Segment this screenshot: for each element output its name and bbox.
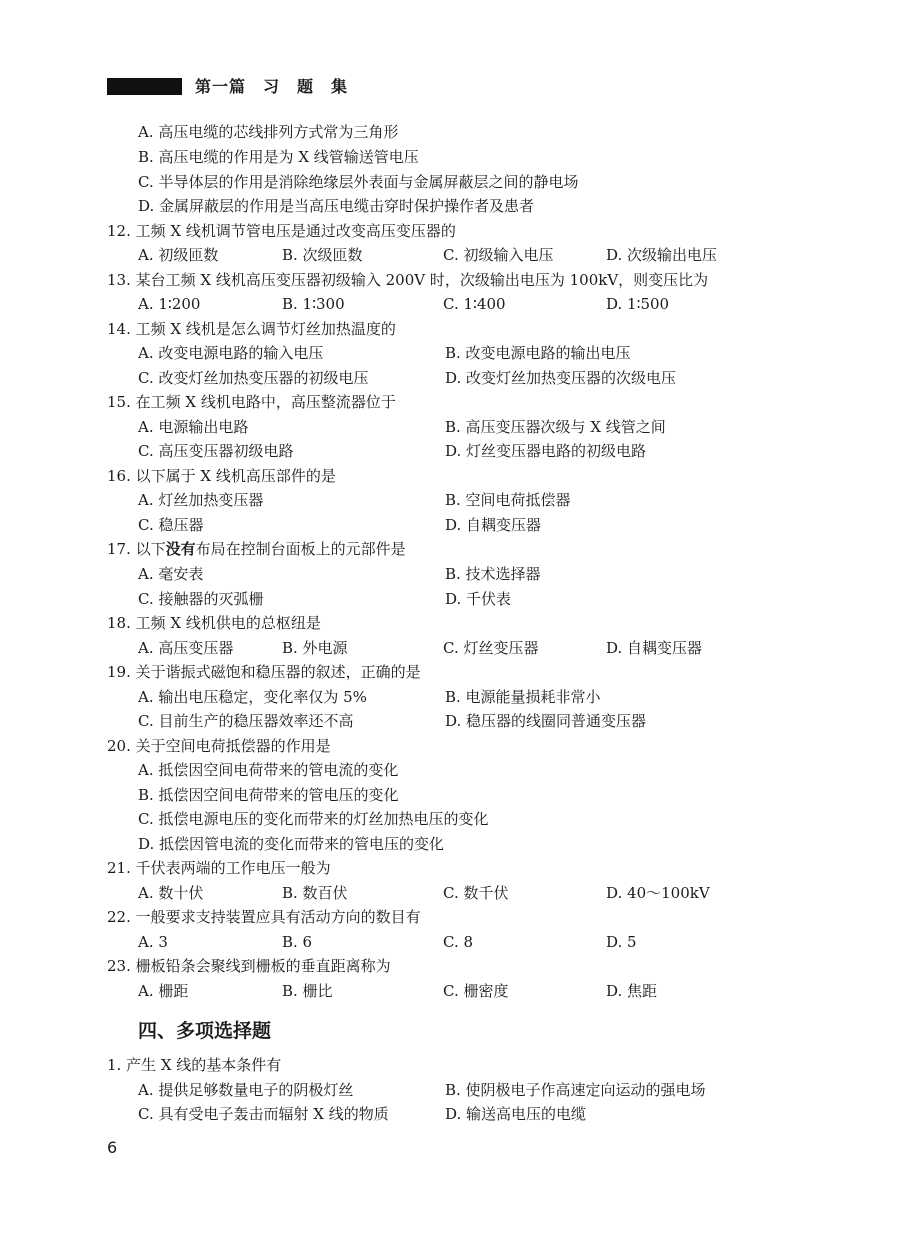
q20-stem: 20. 关于空间电荷抵偿器的作用是 xyxy=(107,737,331,755)
q19-option-d: D. 稳压器的线圈同普通变压器 xyxy=(445,712,647,730)
m1-option-d: D. 输送高电压的电缆 xyxy=(445,1105,587,1123)
q23-option-b: B. 栅比 xyxy=(282,982,333,1000)
q17-stem-post: 布局在控制台面板上的元部件是 xyxy=(195,540,406,558)
q14-option-b: B. 改变电源电路的输出电压 xyxy=(445,344,631,362)
q19-option-c: C. 目前生产的稳压器效率还不高 xyxy=(138,712,354,730)
q22-stem: 22. 一般要求支持装置应具有活动方向的数目有 xyxy=(107,908,421,926)
q12-option-b: B. 次级匝数 xyxy=(282,246,363,264)
q19-option-b: B. 电源能量损耗非常小 xyxy=(445,688,601,706)
q16-option-c: C. 稳压器 xyxy=(138,516,204,534)
q13-stem: 13. 某台工频 X 线机高压变压器初级输入 200V 时，次级输出电压为 100kV，则变压比为 xyxy=(107,271,709,289)
q11-option-c: C. 半导体层的作用是消除绝缘层外表面与金属屏蔽层之间的静电场 xyxy=(138,173,579,191)
q23-option-c: C. 栅密度 xyxy=(443,982,509,1000)
q22-option-c: C. 8 xyxy=(443,933,474,951)
q12-stem: 12. 工频 X 线机调节管电压是通过改变高压变压器的 xyxy=(107,222,456,240)
q15-option-c: C. 高压变压器初级电路 xyxy=(138,442,294,460)
page-number: 6 xyxy=(107,1138,118,1157)
q17-stem-emphasis: 没有 xyxy=(165,540,196,558)
q18-stem: 18. 工频 X 线机供电的总枢纽是 xyxy=(107,614,321,632)
q13-option-b: B. 1∶300 xyxy=(282,295,345,313)
q16-stem: 16. 以下属于 X 线机高压部件的是 xyxy=(107,467,336,485)
q13-option-a: A. 1∶200 xyxy=(138,295,201,313)
q17-stem xyxy=(107,539,406,559)
q18-option-b: B. 外电源 xyxy=(282,639,348,657)
q20-option-b: B. 抵偿因空间电荷带来的管电压的变化 xyxy=(138,786,399,804)
m1-option-a: A. 提供足够数量电子的阴极灯丝 xyxy=(138,1081,354,1099)
header-bar xyxy=(107,78,182,95)
q17-stem-pre: 17. 以下 xyxy=(107,540,166,558)
q12-option-a: A. 初级匝数 xyxy=(138,246,219,264)
q21-option-a: A. 数十伏 xyxy=(138,884,204,902)
section-heading: 四、多项选择题 xyxy=(138,1020,272,1042)
q17-option-b: B. 技术选择器 xyxy=(445,565,541,583)
q17-option-d: D. 千伏表 xyxy=(445,590,512,608)
q11-option-d: D. 金属屏蔽层的作用是当高压电缆击穿时保护操作者及患者 xyxy=(138,197,535,215)
q22-option-b: B. 6 xyxy=(282,933,313,951)
q23-stem: 23. 栅板铅条会聚线到栅板的垂直距离称为 xyxy=(107,957,391,975)
q16-option-a: A. 灯丝加热变压器 xyxy=(138,491,264,509)
q15-option-d: D. 灯丝变压器电路的初级电路 xyxy=(445,442,647,460)
q12-option-d: D. 次级输出电压 xyxy=(606,246,718,264)
q20-option-c: C. 抵偿电源电压的变化而带来的灯丝加热电压的变化 xyxy=(138,810,489,828)
q12-option-c: C. 初级输入电压 xyxy=(443,246,554,264)
q22-option-a: A. 3 xyxy=(138,933,168,951)
q17-option-a: A. 毫安表 xyxy=(138,565,204,583)
q15-stem: 15. 在工频 X 线机电路中，高压整流器位于 xyxy=(107,393,396,411)
q19-stem: 19. 关于谐振式磁饱和稳压器的叙述，正确的是 xyxy=(107,663,421,681)
m1-option-c: C. 具有受电子轰击而辐射 X 线的物质 xyxy=(138,1105,389,1123)
running-header: 第一篇 习 题 集 xyxy=(195,77,349,96)
q20-option-a: A. 抵偿因空间电荷带来的管电流的变化 xyxy=(138,761,399,779)
q18-option-d: D. 自耦变压器 xyxy=(606,639,703,657)
q23-option-a: A. 栅距 xyxy=(138,982,189,1000)
q14-option-d: D. 改变灯丝加热变压器的次级电压 xyxy=(445,369,677,387)
q18-option-c: C. 灯丝变压器 xyxy=(443,639,539,657)
q21-option-b: B. 数百伏 xyxy=(282,884,348,902)
q22-option-d: D. 5 xyxy=(606,933,637,951)
q15-option-b: B. 高压变压器次级与 X 线管之间 xyxy=(445,418,666,436)
q17-option-c: C. 接触器的灭弧栅 xyxy=(138,590,264,608)
q21-option-c: C. 数千伏 xyxy=(443,884,509,902)
q18-option-a: A. 高压变压器 xyxy=(138,639,234,657)
q16-option-b: B. 空间电荷抵偿器 xyxy=(445,491,571,509)
q16-option-d: D. 自耦变压器 xyxy=(445,516,542,534)
q21-option-d: D. 40～100kV xyxy=(606,884,710,902)
q21-stem: 21. 千伏表两端的工作电压一般为 xyxy=(107,859,331,877)
m1-stem: 1. 产生 X 线的基本条件有 xyxy=(107,1056,282,1074)
m1-option-b: B. 使阴极电子作高速定向运动的强电场 xyxy=(445,1081,706,1099)
q14-option-c: C. 改变灯丝加热变压器的初级电压 xyxy=(138,369,369,387)
q13-option-d: D. 1∶500 xyxy=(606,295,670,313)
q23-option-d: D. 焦距 xyxy=(606,982,658,1000)
q14-stem: 14. 工频 X 线机是怎么调节灯丝加热温度的 xyxy=(107,320,396,338)
q20-option-d: D. 抵偿因管电流的变化而带来的管电压的变化 xyxy=(138,835,445,853)
q11-option-b: B. 高压电缆的作用是为 X 线管输送管电压 xyxy=(138,148,419,166)
q15-option-a: A. 电源输出电路 xyxy=(138,418,249,436)
q14-option-a: A. 改变电源电路的输入电压 xyxy=(138,344,324,362)
q19-option-a: A. 输出电压稳定，变化率仅为 5% xyxy=(138,688,367,706)
q11-option-a: A. 高压电缆的芯线排列方式常为三角形 xyxy=(138,123,399,141)
q13-option-c: C. 1∶400 xyxy=(443,295,506,313)
